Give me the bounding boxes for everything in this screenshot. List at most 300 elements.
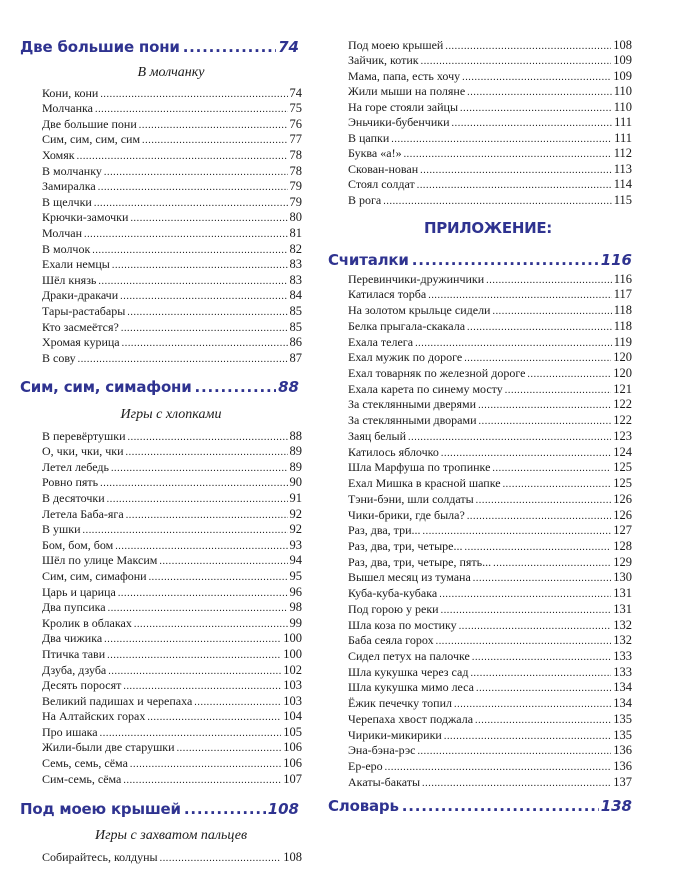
toc-entry[interactable]	[42, 162, 302, 178]
toc-entry[interactable]	[42, 552, 302, 568]
leader-dots	[194, 697, 281, 708]
entry-title: Под моею крышей	[348, 37, 444, 52]
leader-dots	[78, 354, 288, 365]
leader-dots	[134, 619, 288, 630]
section-page: 138	[600, 797, 632, 815]
leader-dots	[118, 588, 288, 599]
toc-entry[interactable]	[348, 757, 632, 773]
leader-dots	[120, 291, 287, 302]
toc-entry[interactable]	[348, 773, 632, 789]
leader-dots	[159, 556, 287, 567]
entry-title: В перевёртушки	[42, 428, 126, 443]
leader-dots	[444, 731, 611, 742]
entry-title: Кто засмеётся?	[42, 319, 119, 334]
toc-entry[interactable]	[42, 739, 302, 755]
entry-page: 131	[613, 586, 632, 601]
leader-dots	[460, 103, 612, 114]
entry-page: 122	[613, 397, 632, 412]
toc-entry[interactable]	[348, 286, 632, 302]
toc-entry[interactable]	[348, 160, 632, 176]
leader-dots	[423, 526, 612, 537]
toc-entry[interactable]	[42, 271, 302, 287]
leader-dots	[107, 494, 288, 505]
entry-page: 85	[289, 303, 302, 318]
entry-page: 100	[283, 646, 302, 661]
entry-page: 108	[613, 37, 632, 52]
entry-title: На Алтайских горах	[42, 709, 146, 724]
toc-entry[interactable]	[348, 83, 632, 99]
entry-title: За стеклянными дверями	[348, 397, 477, 412]
toc-entry[interactable]	[42, 224, 302, 240]
entry-title: Дзуба, дзуба	[42, 662, 107, 677]
entry-page: 77	[289, 132, 302, 147]
leader-dots	[464, 353, 611, 364]
toc-entry[interactable]	[42, 84, 302, 100]
leader-dots	[473, 573, 611, 584]
toc-entry[interactable]	[42, 645, 302, 661]
entry-page: 84	[289, 288, 302, 303]
entry-title: Ехала телега	[348, 334, 414, 349]
entry-title: В цапки	[348, 130, 390, 145]
entry-title: Хомяк	[42, 147, 75, 162]
entry-page: 108	[283, 849, 302, 864]
section-subtitle: Игры с хлопками	[120, 407, 222, 422]
toc-entry[interactable]	[348, 459, 632, 475]
entry-title: Ер-еро	[348, 759, 383, 773]
leader-dots	[84, 229, 288, 240]
toc-entry[interactable]	[42, 334, 302, 350]
leader-dots	[391, 134, 612, 145]
leader-dots	[83, 525, 288, 536]
entry-title: Бом, бом, бом	[42, 537, 114, 552]
toc-entry[interactable]	[42, 146, 302, 162]
entry-list	[348, 270, 632, 789]
leader-dots	[476, 683, 611, 694]
entry-page: 76	[289, 116, 302, 131]
entry-page: 94	[289, 553, 302, 568]
entry-page: 124	[613, 444, 632, 459]
toc-entry[interactable]	[348, 349, 632, 365]
leader-dots	[111, 463, 288, 474]
entry-title: Птичка тави	[42, 646, 106, 661]
entry-page: 112	[613, 146, 632, 160]
toc-entry[interactable]	[348, 317, 632, 333]
toc-entry[interactable]	[348, 616, 632, 632]
entry-page: 99	[289, 615, 302, 630]
entry-title: Семь, семь, сёма	[42, 756, 128, 771]
section-header-slovar[interactable]	[328, 797, 632, 815]
toc-entry[interactable]	[42, 614, 302, 630]
entry-page: 131	[613, 601, 632, 616]
leader-dots	[112, 260, 288, 271]
leader-dots	[195, 378, 277, 396]
entry-page: 98	[289, 600, 302, 615]
entry-title: Ёжик печечку топил	[348, 696, 452, 711]
entry-page: 100	[283, 631, 302, 646]
toc-entry[interactable]	[348, 36, 632, 52]
toc-entry[interactable]	[42, 723, 302, 739]
entry-page: 78	[289, 147, 302, 162]
entry-title: Летел лебедь	[42, 459, 109, 474]
toc-entry[interactable]	[42, 567, 302, 583]
toc-entry[interactable]	[42, 178, 302, 194]
leader-dots	[415, 338, 612, 349]
toc-entry[interactable]	[348, 506, 632, 522]
toc-entry[interactable]	[348, 726, 632, 742]
toc-entry[interactable]	[42, 100, 302, 116]
toc-entry[interactable]	[348, 333, 632, 349]
toc-entry[interactable]	[42, 677, 302, 693]
section-page: 108	[267, 800, 299, 818]
leader-dots	[472, 652, 611, 663]
toc-entry[interactable]	[348, 474, 632, 490]
section-subtitle: Игры с захватом пальцев	[94, 828, 248, 843]
entry-page: 133	[613, 648, 632, 663]
leader-dots	[470, 668, 611, 679]
toc-entry[interactable]	[348, 443, 632, 459]
entry-page: 137	[613, 774, 632, 789]
toc-entry[interactable]	[348, 537, 632, 553]
section-page: 116	[600, 251, 632, 269]
entry-page: 89	[289, 459, 302, 474]
toc-entry[interactable]	[42, 209, 302, 225]
leader-dots	[492, 463, 611, 474]
toc-entry[interactable]	[42, 474, 302, 490]
entry-page: 133	[613, 664, 632, 679]
entry-page: 79	[289, 179, 302, 194]
toc-entry[interactable]	[42, 536, 302, 552]
leader-dots	[108, 666, 281, 677]
entry-page: 135	[613, 727, 632, 742]
entry-list	[42, 427, 302, 786]
entry-page: 78	[289, 163, 302, 178]
toc-entry[interactable]	[348, 145, 632, 161]
toc-entry[interactable]	[348, 98, 632, 114]
appendix-title: ПРИЛОЖЕНИЕ:	[424, 219, 552, 237]
entry-title: Ехала карета по синему мосту	[348, 381, 503, 396]
entry-page: 110	[613, 99, 632, 114]
toc-entry[interactable]	[348, 67, 632, 83]
toc-entry[interactable]	[42, 692, 302, 708]
entry-title: Стоял солдат	[348, 177, 415, 191]
entry-title: В сову	[42, 350, 76, 365]
entry-title: Тары-растабары	[42, 303, 126, 318]
entry-title: Белка прыгала-скакала	[348, 318, 466, 333]
entry-page: 83	[289, 272, 302, 287]
entry-page: 118	[613, 318, 632, 333]
leader-dots	[503, 479, 612, 490]
toc-entry[interactable]	[42, 489, 302, 505]
entry-page: 134	[613, 680, 632, 695]
leader-dots	[465, 542, 612, 553]
entry-page: 113	[613, 161, 632, 176]
toc-entry[interactable]	[348, 742, 632, 758]
entry-title: Куба-куба-кубака	[348, 586, 438, 601]
entry-page: 126	[613, 491, 632, 506]
toc-entry[interactable]	[348, 176, 632, 192]
entry-page: 83	[289, 257, 302, 272]
toc-entry[interactable]	[348, 600, 632, 616]
entry-title: Жили-были две старушки	[42, 740, 175, 755]
entry-title: Ехал Мишка в красной шапке	[348, 476, 501, 491]
toc-entry[interactable]	[348, 301, 632, 317]
section-header-schitalki[interactable]	[328, 251, 632, 269]
entry-page: 102	[283, 662, 302, 677]
entry-title: В ушки	[42, 522, 81, 537]
entry-page: 115	[613, 192, 632, 207]
leader-dots	[383, 196, 611, 207]
section-header-dve-bolshie-poni[interactable]	[20, 38, 299, 56]
entry-title: Кролик в облаках	[42, 615, 132, 630]
leader-dots	[420, 165, 612, 176]
toc-entry[interactable]	[348, 270, 632, 286]
entry-page: 134	[613, 696, 632, 711]
entry-page: 106	[283, 756, 302, 771]
entry-title: Вышел месяц из тумана	[348, 570, 471, 585]
entry-page: 103	[283, 693, 302, 708]
entry-page: 114	[613, 177, 632, 191]
toc-entry[interactable]	[348, 663, 632, 679]
toc-entry[interactable]	[42, 770, 302, 786]
entry-page: 92	[289, 522, 302, 537]
leader-dots	[160, 853, 282, 864]
entry-list	[42, 84, 302, 365]
entry-title: За стеклянными дворами	[348, 413, 477, 428]
entry-page: 104	[283, 709, 302, 724]
entry-page: 109	[613, 53, 632, 67]
toc-entry[interactable]	[348, 710, 632, 726]
toc-entry[interactable]	[42, 131, 302, 147]
entry-title: Акаты-бакаты	[348, 774, 421, 789]
entry-title: Шла коза по мостику	[348, 617, 457, 632]
entry-page: 95	[289, 568, 302, 583]
entry-title: Шла кукушка мимо леса	[348, 680, 474, 695]
entry-page: 120	[613, 350, 632, 365]
toc-entry[interactable]	[42, 661, 302, 677]
entry-title: Крючки-замочки	[42, 210, 129, 225]
leader-dots	[459, 621, 612, 632]
toc-entry[interactable]	[348, 191, 632, 207]
leader-dots	[492, 306, 611, 317]
entry-page: 81	[289, 225, 302, 240]
entry-title: Сидел петух на палочке	[348, 648, 470, 663]
toc-entry[interactable]	[42, 256, 302, 272]
toc-entry[interactable]	[348, 427, 632, 443]
toc-entry[interactable]	[348, 396, 632, 412]
leader-dots	[493, 558, 611, 569]
toc-entry[interactable]	[348, 114, 632, 130]
toc-entry[interactable]	[348, 553, 632, 569]
entry-title: Под горою у реки	[348, 601, 439, 616]
toc-entry[interactable]	[348, 647, 632, 663]
leader-dots	[441, 605, 612, 616]
leader-dots	[417, 180, 612, 191]
entry-page: 111	[614, 130, 632, 145]
entry-list	[42, 848, 302, 864]
entry-title: О, чки, чки, чки	[42, 444, 124, 459]
entry-title: Чики-брики, где была?	[348, 507, 465, 522]
entry-page: 93	[289, 537, 302, 552]
entry-title: Про ишака	[42, 724, 98, 739]
leader-dots	[100, 89, 287, 100]
leader-dots	[467, 322, 612, 333]
toc-entry[interactable]	[42, 754, 302, 770]
entry-title: Катилася торба	[348, 287, 427, 302]
leader-dots	[475, 715, 611, 726]
leader-dots	[486, 275, 612, 286]
leader-dots	[139, 120, 288, 131]
leader-dots	[527, 369, 611, 380]
leader-dots	[422, 778, 611, 789]
leader-dots	[123, 681, 281, 692]
entry-list	[348, 36, 632, 207]
entry-page: 89	[289, 444, 302, 459]
leader-dots	[115, 541, 287, 552]
entry-title: Жили мыши на поляне	[348, 84, 466, 98]
toc-entry[interactable]	[348, 490, 632, 506]
entry-title: Черепаха хвост поджала	[348, 711, 474, 726]
entry-title: Летела Баба-яга	[42, 506, 124, 521]
toc-entry[interactable]	[42, 115, 302, 131]
toc-entry[interactable]	[348, 694, 632, 710]
leader-dots	[130, 213, 287, 224]
toc-entry[interactable]	[42, 302, 302, 318]
leader-dots	[98, 276, 287, 287]
toc-entry[interactable]	[42, 240, 302, 256]
entry-title: Катилось яблочко	[348, 444, 439, 459]
entry-title: Шла кукушка через сад	[348, 664, 469, 679]
toc-entry[interactable]	[348, 569, 632, 585]
toc-entry[interactable]	[348, 411, 632, 427]
leader-dots	[439, 589, 611, 600]
toc-entry[interactable]	[348, 129, 632, 145]
entry-title: В молчанку	[42, 163, 102, 178]
entry-title: Ехали немцы	[42, 257, 110, 272]
toc-entry[interactable]	[42, 599, 302, 615]
entry-title: На золотом крыльце сидели	[348, 303, 491, 318]
leader-dots	[98, 182, 288, 193]
entry-page: 123	[613, 428, 632, 443]
toc-entry[interactable]	[42, 505, 302, 521]
leader-dots	[404, 149, 612, 160]
toc-entry[interactable]	[42, 521, 302, 537]
entry-page: 90	[289, 475, 302, 490]
entry-title: Сим, сим, симафони	[42, 568, 147, 583]
toc-entry[interactable]	[42, 708, 302, 724]
toc-entry[interactable]	[348, 584, 632, 600]
leader-dots	[408, 432, 611, 443]
toc-entry[interactable]	[348, 364, 632, 380]
toc-entry[interactable]	[348, 522, 632, 538]
leader-dots	[100, 478, 287, 489]
toc-entry[interactable]	[42, 318, 302, 334]
entry-title: Ехал мужик по дороге	[348, 350, 463, 365]
toc-entry[interactable]	[42, 848, 302, 864]
entry-title: Две большие пони	[42, 116, 137, 131]
entry-page: 135	[613, 711, 632, 726]
entry-page: 111	[614, 115, 632, 129]
entry-title: Раз, два, три...	[348, 523, 421, 538]
entry-title: Буква «а!»	[348, 146, 402, 160]
entry-title: Сим-семь, сёма	[42, 771, 122, 786]
leader-dots	[177, 743, 282, 754]
leader-dots	[95, 104, 288, 115]
leader-dots	[417, 746, 611, 757]
entry-title: Ровно пять	[42, 475, 99, 490]
entry-title: Скован-нован	[348, 161, 419, 176]
entry-page: 126	[613, 507, 632, 522]
entry-page: 86	[289, 335, 302, 350]
entry-title: На горе стояли зайцы	[348, 99, 459, 114]
section-header-sim-sim-simafoni[interactable]	[20, 378, 299, 396]
leader-dots	[147, 712, 281, 723]
leader-dots	[467, 87, 612, 98]
leader-dots	[184, 800, 266, 818]
toc-entry[interactable]	[42, 287, 302, 303]
leader-dots	[126, 447, 288, 458]
toc-entry[interactable]	[42, 630, 302, 646]
entry-page: 80	[289, 210, 302, 225]
entry-title: Тэни-бэни, шли солдаты	[348, 491, 474, 506]
leader-dots	[107, 650, 281, 661]
toc-entry[interactable]	[42, 193, 302, 209]
entry-page: 79	[289, 194, 302, 209]
entry-title: Десять поросят	[42, 678, 122, 693]
entry-page: 74	[289, 85, 302, 100]
section-header-pod-moeyu-kryshey[interactable]	[20, 800, 299, 818]
toc-entry[interactable]	[42, 583, 302, 599]
toc-entry[interactable]	[42, 443, 302, 459]
section-page: 74	[278, 38, 299, 56]
entry-page: 125	[613, 476, 632, 491]
entry-title: Шла Марфуша по тропинке	[348, 460, 491, 475]
section-title: Словарь	[328, 797, 399, 815]
leader-dots	[428, 290, 611, 301]
leader-dots	[454, 699, 611, 710]
entry-page: 129	[613, 554, 632, 569]
entry-page: 130	[613, 570, 632, 585]
entry-title: Кони, кони	[42, 85, 99, 100]
toc-entry[interactable]	[42, 349, 302, 365]
entry-page: 136	[613, 759, 632, 773]
leader-dots	[100, 728, 282, 739]
entry-title: Эньчики-бубенчики	[348, 115, 450, 129]
toc-entry[interactable]	[42, 427, 302, 443]
toc-entry[interactable]	[42, 458, 302, 474]
entry-page: 91	[289, 490, 302, 505]
toc-entry[interactable]	[348, 632, 632, 648]
entry-page: 132	[613, 617, 632, 632]
toc-entry[interactable]	[348, 679, 632, 695]
entry-page: 118	[613, 303, 632, 318]
entry-page: 119	[613, 334, 632, 349]
leader-dots	[445, 41, 611, 52]
toc-entry[interactable]	[348, 52, 632, 68]
entry-page: 116	[613, 271, 632, 286]
entry-title: Молчанка	[42, 101, 93, 116]
toc-entry[interactable]	[348, 380, 632, 396]
entry-title: Хромая курица	[42, 335, 120, 350]
entry-title: Сим, сим, сим, сим	[42, 132, 141, 147]
leader-dots	[92, 245, 287, 256]
entry-title: Чирики-микирики	[348, 727, 442, 742]
entry-page: 127	[613, 523, 632, 538]
entry-title: Два пупсика	[42, 600, 106, 615]
leader-dots	[127, 307, 287, 318]
entry-title: Замиралка	[42, 179, 96, 194]
leader-dots	[149, 572, 288, 583]
section-subtitle: В молчанку	[137, 65, 205, 80]
